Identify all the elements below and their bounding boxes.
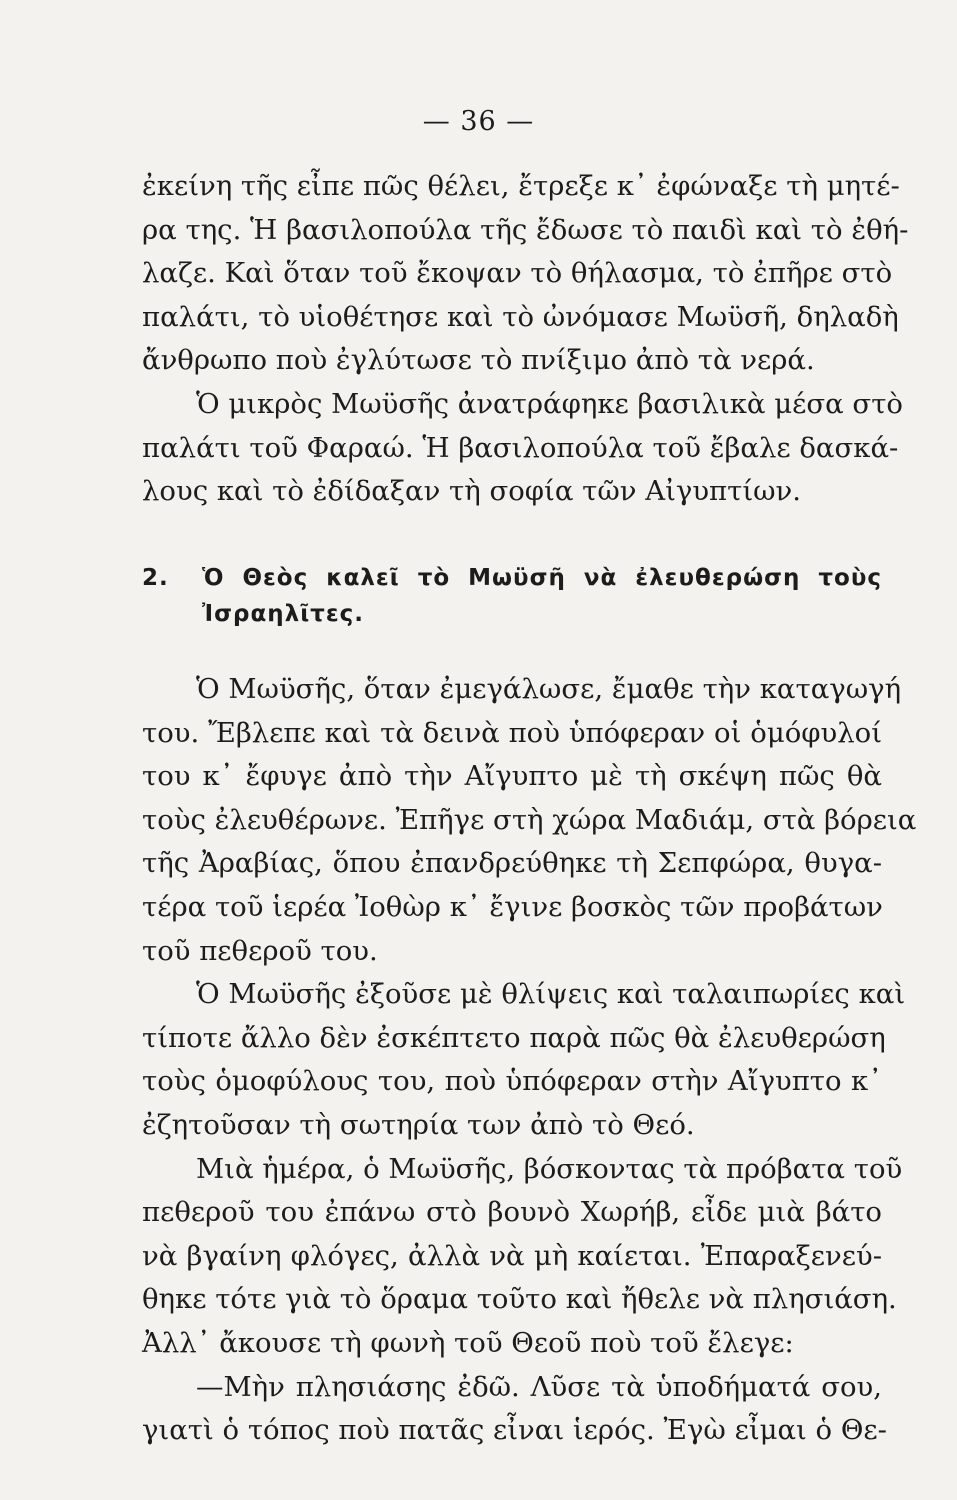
text-line: θηκε τότε γιὰ τὸ ὅραμα τοῦτο καὶ ἤθελε νὰ πλησιάση. [142,1283,897,1316]
text-line: τῆς Ἀραβίας, ὅπου ἐπανδρεύθηκε τὴ Σεπφώρα, θυγα- [142,847,882,880]
text-line: παλάτι, τὸ υἱοθέτησε καὶ τὸ ὠνόμασε Μωϋσῆ, δηλαδὴ [142,300,899,333]
text-line: ἐζητοῦσαν τὴ σωτηρία των ἀπὸ τὸ Θεό. [142,1108,695,1141]
page-number: — 36 — [422,106,535,137]
text-line: τέρα τοῦ ἱερέα Ἰοθὼρ κ᾿ ἔγινε βοσκὸς τῶν προβάτων [142,890,883,923]
text-line: λαζε. Καὶ ὅταν τοῦ ἔκοψαν τὸ θήλασμα, τὸ ἐπῆρε στὸ [142,257,893,290]
section-number: 2. [142,565,169,591]
text-line: Μιὰ ἡμέρα, ὁ Μωϋσῆς, βόσκοντας τὰ πρόβατα τοῦ [196,1152,903,1185]
text-line: Ὁ Μωϋσῆς, ὅταν ἐμεγάλωσε, ἔμαθε τὴν καταγωγή [196,673,902,705]
text-line: τοῦ πεθεροῦ του. [142,934,378,967]
text-line: Ὁ μικρὸς Μωϋσῆς ἀνατράφηκε βασιλικὰ μέσα στὸ [196,387,903,420]
text-line: Ἀλλ᾿ ἄκουσε τὴ φωνὴ τοῦ Θεοῦ ποὺ τοῦ ἔλεγε: [142,1326,794,1359]
text-line: νὰ βγαίνη φλόγες, ἀλλὰ νὰ μὴ καίεται. Ἐπαραξενεύ- [142,1239,882,1272]
section-title: Ὁ Θεὸς καλεῖ τὸ Μωϋσῆ νὰ ἐλευθερώση τοὺς [202,565,882,591]
section-heading [142,560,882,632]
text-line: του κ᾿ ἔφυγε ἀπὸ τὴν Αἴγυπτο μὲ τὴ σκέψη πῶς θὰ [142,760,882,793]
text-line: τίποτε ἄλλο δὲν ἐσκέπτετο παρὰ πῶς θὰ ἐλευθερώση [142,1021,886,1054]
text-line: ἄνθρωπο ποὺ ἐγλύτωσε τὸ πνίξιμο ἀπὸ τὰ νερά. [142,344,815,377]
text-line: του. Ἔβλεπε καὶ τὰ δεινὰ ποὺ ὑπόφεραν οἱ ὁμόφυλοί [142,716,882,749]
text-line: Ὁ Μωϋσῆς ἐξοῦσε μὲ θλίψεις καὶ ταλαιπωρίες καὶ [196,978,906,1011]
text-line: τοὺς ἐλευθέρωνε. Ἐπῆγε στὴ χώρα Μαδιάμ, στὰ βόρεια [142,803,917,836]
text-line: ἐκείνη τῆς εἶπε πῶς θέλει, ἔτρεξε κ᾿ ἐφώναξε τὴ μητέ- [142,170,900,202]
text-block-bottom [142,668,917,1453]
text-line: γιατὶ ὁ τόπος ποὺ πατᾶς εἶναι ἱερός. Ἐγὼ εἶμαι ὁ Θε- [142,1414,887,1447]
text-line: —Μὴν πλησιάσης ἐδῶ. Λῦσε τὰ ὑποδήματά σου, [196,1370,882,1403]
text-line: τοὺς ὁμοφύλους του, ποὺ ὑπόφεραν στὴν Αἴγυπτο κ᾿ [142,1065,882,1098]
text-line: λους καὶ τὸ ἐδίδαξαν τὴ σοφία τῶν Αἰγυπτίων. [142,475,801,508]
text-line: παλάτι τοῦ Φαραώ. Ἡ βασιλοπούλα τοῦ ἔβαλε δασκά- [142,431,899,464]
text-line: ρα της. Ἡ βασιλοπούλα τῆς ἔδωσε τὸ παιδὶ καὶ τὸ ἐθή- [142,213,909,246]
text-block-top [142,165,909,514]
section-title-continued: Ἰσραηλῖτες. [202,601,365,627]
text-line: πεθεροῦ του ἐπάνω στὸ βουνὸ Χωρήβ, εἶδε μιὰ βάτο [142,1196,882,1229]
